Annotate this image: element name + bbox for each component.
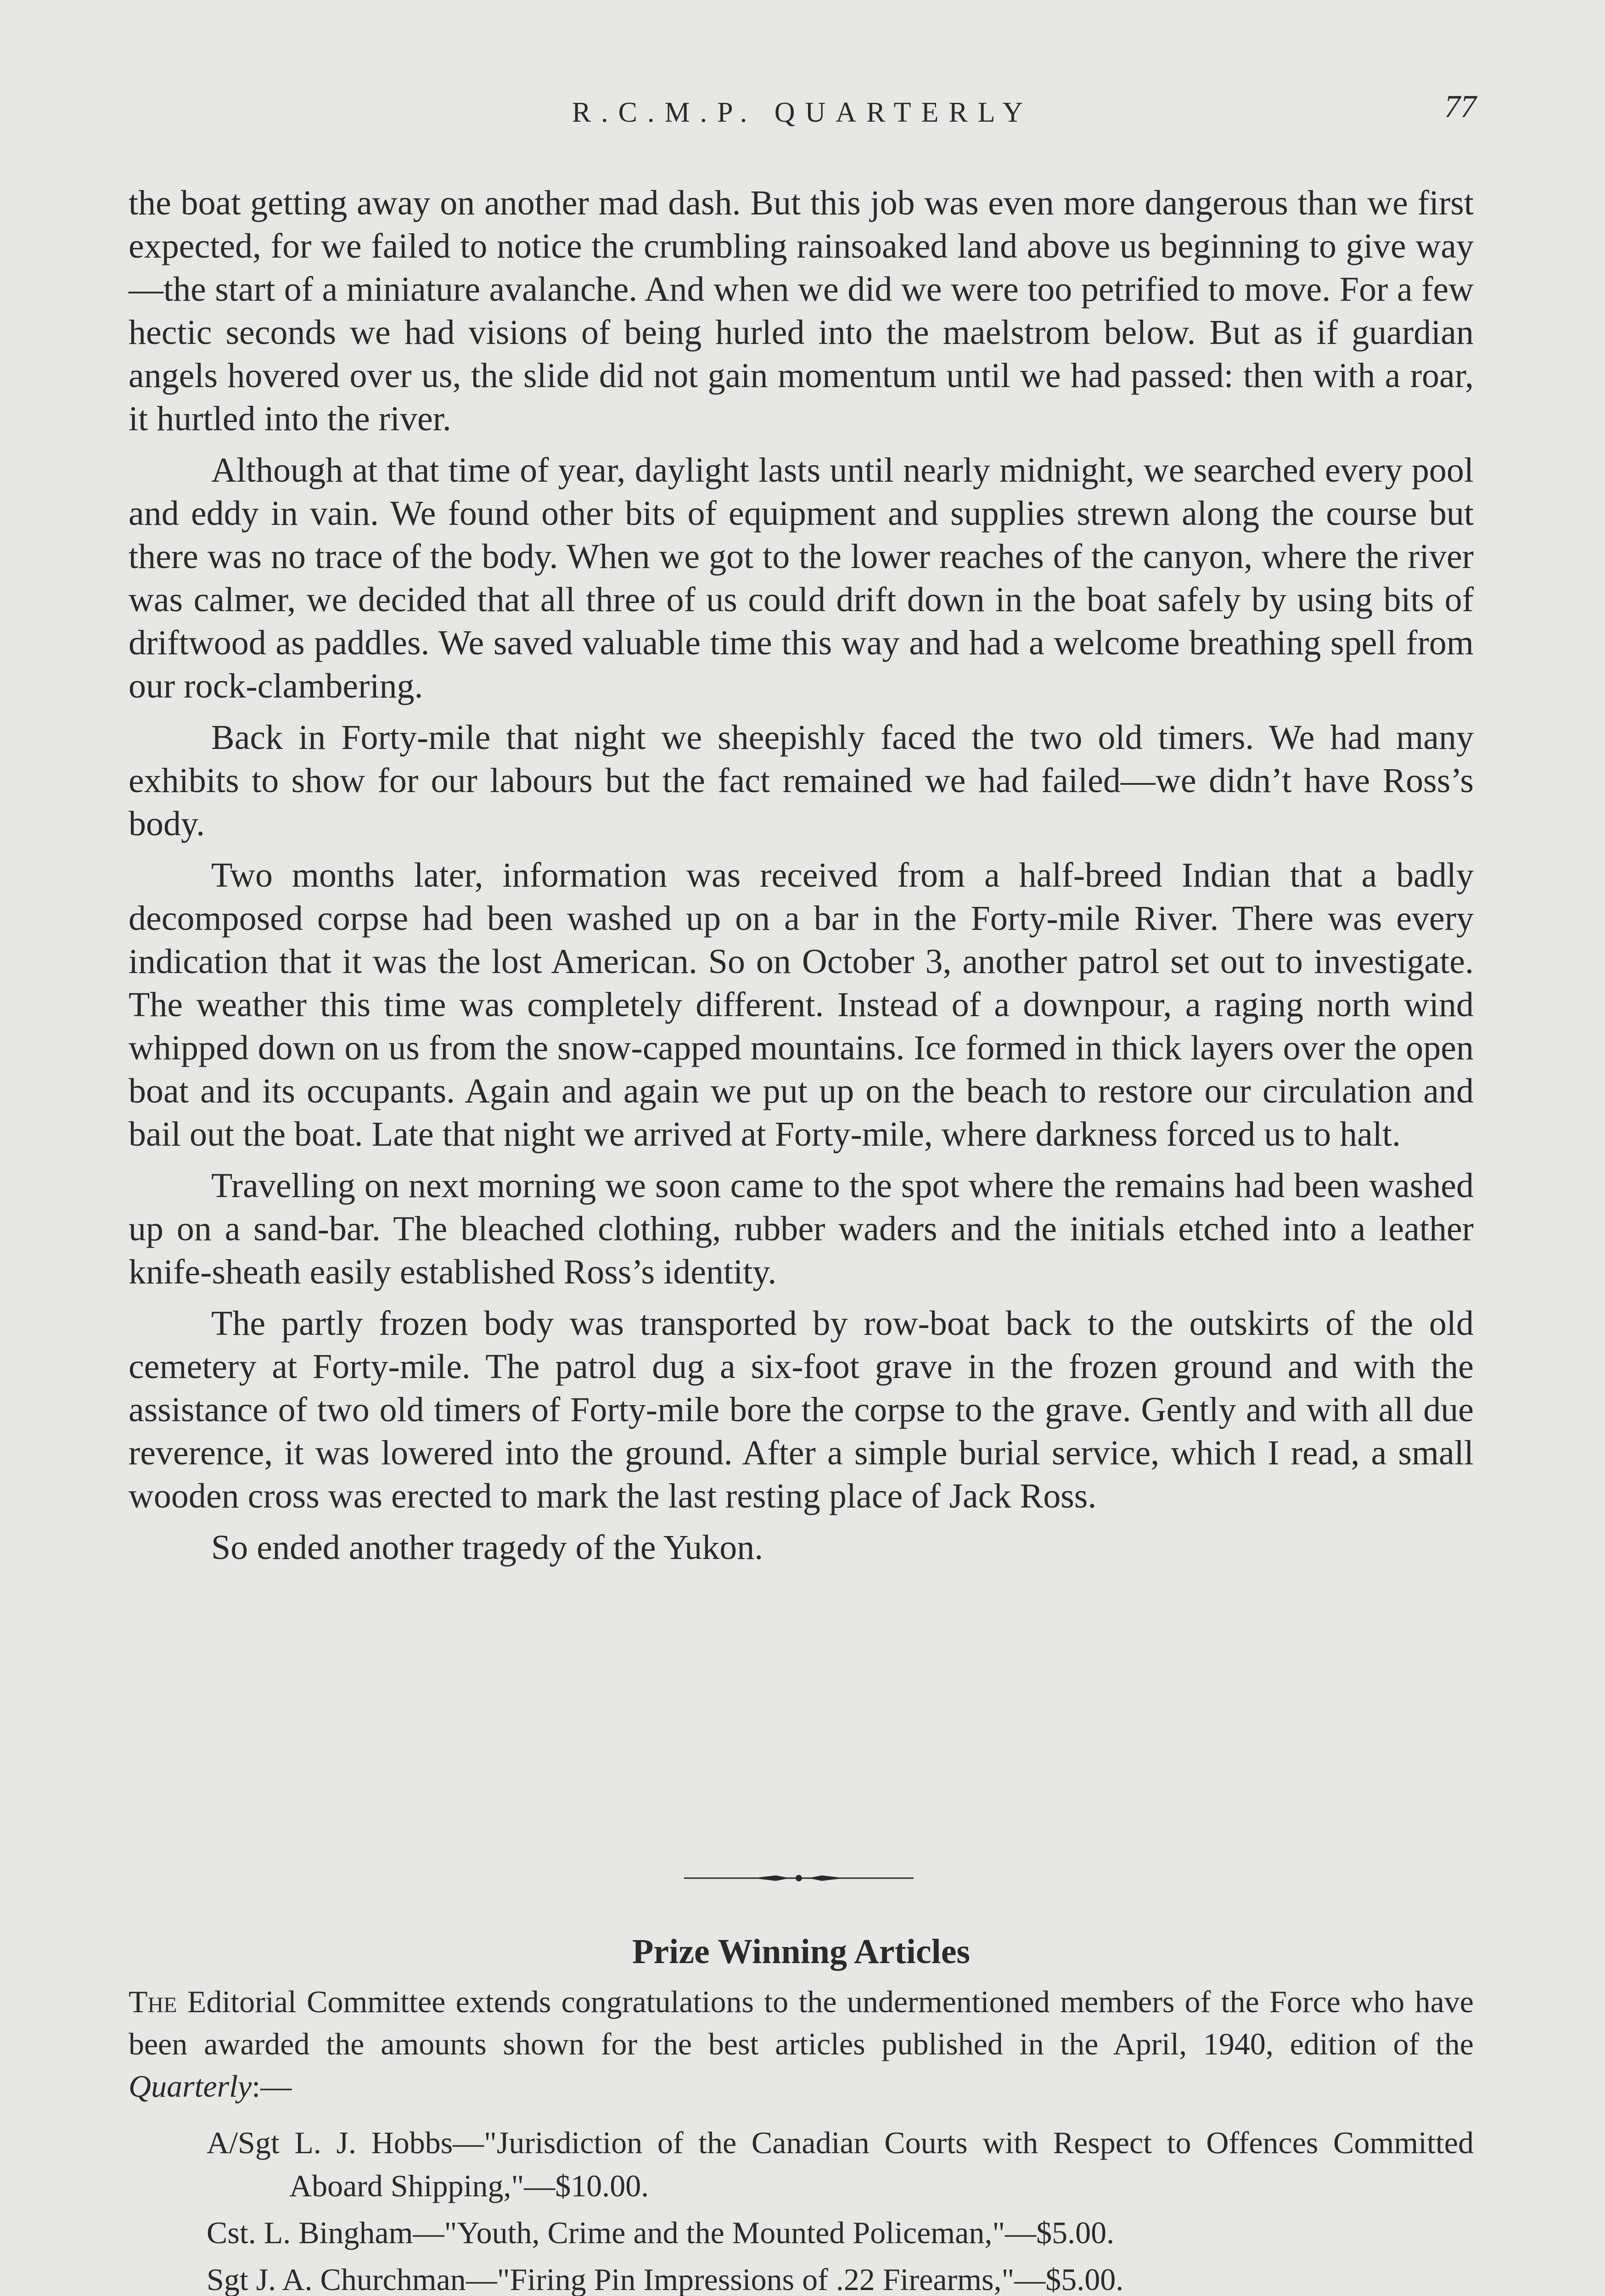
award-item: Cst. L. Bingham—"Youth, Crime and the Mounted Policeman,"—$5.00. [207, 2215, 1115, 2250]
article-body [129, 181, 1474, 1577]
award-list [129, 2121, 1474, 2296]
paragraph-7: So ended another tragedy of the Yukon. [211, 1528, 763, 1567]
paragraph-5: Travelling on next morning we soon came to the spot where the remains had been washed up on a sand-bar. The bleached clothing, rubber waders and the initials etched into a leather knife-sheath easily established Ross’s identity. [129, 1166, 1474, 1291]
prize-intro-end: :— [252, 2069, 292, 2104]
prize-intro-journal: Quarterly [129, 2069, 252, 2104]
prize-intro [129, 1981, 1474, 2107]
award-item: Sgt J. A. Churchman—"Firing Pin Impressions of .22 Firearms,"—$5.00. [207, 2262, 1124, 2296]
running-head [0, 89, 1605, 133]
award-item: A/Sgt L. J. Hobbs—"Jurisdiction of the Canadian Courts with Respect to Offences Committed Aboard Shipping,"—$10.00. [207, 2125, 1474, 2203]
prize-intro-lead: The [129, 1984, 177, 2019]
paragraph-1: the boat getting away on another mad dash. But this job was even more dangerous than we first expected, for we failed to notice the crumbling rainsoaked land above us beginning to give way—the start of a miniature avalanche. And when we did we were too petrified to move. For a few hectic seconds we had visions of being hurled into the maelstrom below. But as if guardian angels hovered over us, the slide did not gain momentum until we had passed: then with a roar, it hurtled into the river. [129, 184, 1474, 438]
paragraph-3: Back in Forty-mile that night we sheepishly faced the two old timers. We had many exhibits to show for our labours but the fact remained we had failed—we didn’t have Ross’s body. [129, 718, 1474, 843]
paragraph-2: Although at that time of year, daylight lasts until nearly midnight, we searched every pool and eddy in vain. We found other bits of equipment and supplies strewn along the course but there was no trace of the body. When we got to the lower reaches of the canyon, where the river was calmer, we decided that all three of us could drift down in the boat safely by using bits of driftwood as paddles. We saved valuable time this way and had a welcome breathing spell from our rock-clambering. [129, 451, 1474, 705]
prize-intro-text: Editorial Committee extends congratulations to the undermentioned members of the Force who have been awarded the amounts shown for the best articles published in the April, 1940, edition of the [129, 1984, 1474, 2061]
prize-heading: Prize Winning Articles [632, 1932, 971, 1971]
page-number: 77 [1444, 89, 1476, 124]
section-divider-ornament [684, 1869, 914, 1887]
paragraph-4: Two months later, information was received from a half-breed Indian that a badly decomposed corpse had been washed up on a bar in the Forty-mile River. There was every indication that it was the lost American. So on October 3, another patrol set out to investigate. The weather this time was completely different. Instead of a downpour, a raging north wind whipped down on us from the snow-capped mountains. Ice formed in thick layers over the open boat and its occupants. Again and again we put up on the beach to restore our circulation and bail out the boat. Late that night we arrived at Forty-mile, where darkness forced us to halt. [129, 856, 1474, 1154]
prize-winning-articles [129, 1926, 1474, 2296]
journal-title: R.C.M.P. QUARTERLY [572, 97, 1033, 128]
paragraph-6: The partly frozen body was transported by row-boat back to the outskirts of the old cemetery at Forty-mile. The patrol dug a six-foot grave in the frozen ground and with the assistance of two old timers of Forty-mile bore the corpse to the grave. Gently and with all due reverence, it was lowered into the ground. After a simple burial service, which I read, a small wooden cross was erected to mark the last resting place of Jack Ross. [129, 1304, 1474, 1515]
